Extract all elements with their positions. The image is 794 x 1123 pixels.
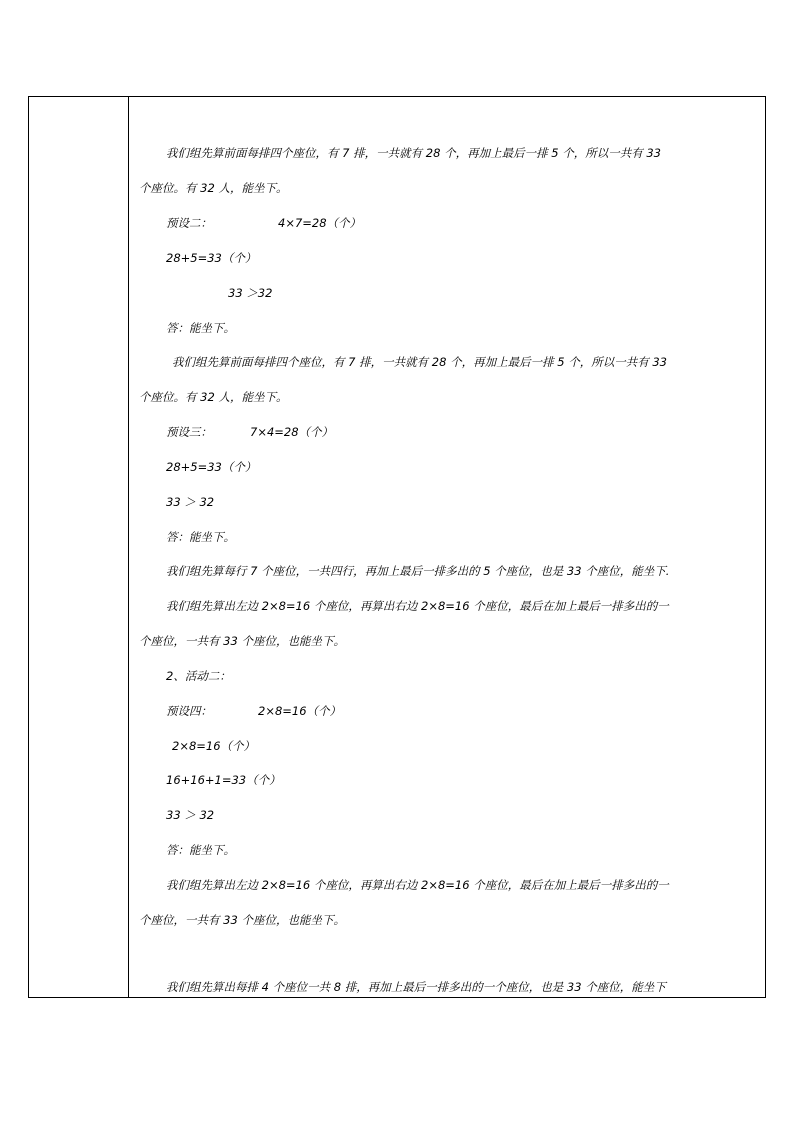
text-line: 我们组先算前面每排四个座位，有 7 排，一共就有 28 个，再加上最后一排 5 个，所以一共有 33 [172, 355, 667, 369]
text-line: 个座位，一共有 33 个座位，也能坐下。 [139, 634, 345, 648]
text-line: 我们组先算出每排 4 个座位一共 8 排，再加上最后一排多出的一个座位，也是 33 个座位，能坐下 [166, 980, 666, 994]
text-line: 答：能坐下。 [166, 530, 235, 544]
text-line: 我们组先算出左边 2×8=16 个座位，再算出右边 2×8=16 个座位，最后在加上最后一排多出的一 [166, 878, 669, 892]
text-line: 个座位。有 32 人，能坐下。 [139, 181, 288, 195]
document-table [28, 96, 766, 998]
text-line: 16+16+1=33（个） [166, 773, 281, 787]
text-line: 33 ＞32 [228, 286, 273, 300]
text-line: 答：能坐下。 [166, 321, 235, 335]
table-content-cell [130, 97, 765, 997]
text-line: 我们组先算出左边 2×8=16 个座位，再算出右边 2×8=16 个座位，最后在加上最后一排多出的一 [166, 599, 669, 613]
table-left-cell [29, 97, 129, 997]
text-line: 4×7=28（个） [278, 216, 362, 230]
text-line: 28+5=33（个） [166, 251, 257, 265]
text-line: 个座位。有 32 人，能坐下。 [139, 390, 288, 404]
text-line: 33 ＞ 32 [166, 808, 215, 822]
text-line: 2、活动二： [166, 669, 231, 683]
text-line: 预设四： [166, 704, 212, 718]
text-line: 我们组先算前面每排四个座位，有 7 排，一共就有 28 个，再加上最后一排 5 个，所以一共有 33 [166, 146, 661, 160]
text-line: 2×8=16（个） [172, 739, 256, 753]
text-line: 7×4=28（个） [250, 425, 334, 439]
text-line: 预设三： [166, 425, 212, 439]
text-line: 33 ＞ 32 [166, 495, 215, 509]
text-line: 28+5=33（个） [166, 460, 257, 474]
text-line: 预设二： [166, 216, 212, 230]
text-line: 个座位，一共有 33 个座位，也能坐下。 [139, 913, 345, 927]
text-line: 2×8=16（个） [258, 704, 342, 718]
text-line: 我们组先算每行 7 个座位，一共四行，再加上最后一排多出的 5 个座位，也是 33 个座位，能坐下. [166, 564, 670, 578]
text-line: 答：能坐下。 [166, 843, 235, 857]
